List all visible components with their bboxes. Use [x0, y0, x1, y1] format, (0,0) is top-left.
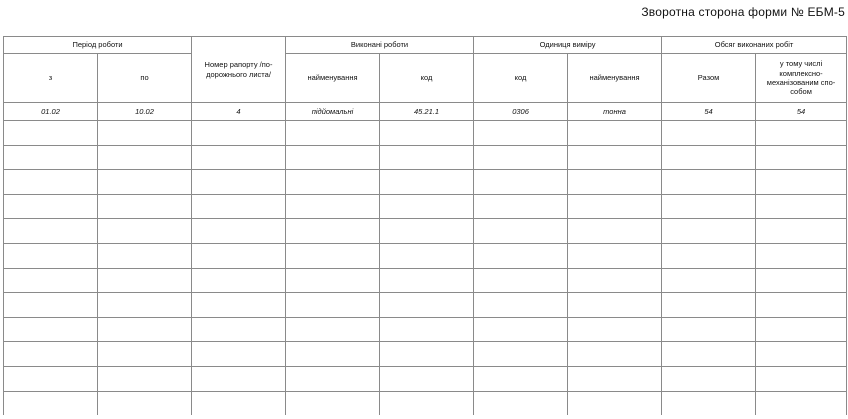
empty-cell[interactable]: [192, 268, 286, 293]
empty-cell[interactable]: [192, 243, 286, 268]
empty-cell[interactable]: [4, 293, 98, 318]
empty-cell[interactable]: [98, 342, 192, 367]
empty-cell[interactable]: [380, 268, 474, 293]
empty-cell[interactable]: [4, 366, 98, 391]
empty-cell[interactable]: [286, 391, 380, 415]
empty-cell[interactable]: [192, 293, 286, 318]
empty-cell[interactable]: [98, 317, 192, 342]
empty-cell[interactable]: [98, 268, 192, 293]
empty-cell[interactable]: [474, 391, 568, 415]
empty-cell[interactable]: [756, 121, 847, 146]
empty-cell[interactable]: [756, 243, 847, 268]
empty-cell[interactable]: [568, 170, 662, 195]
empty-cell[interactable]: [474, 145, 568, 170]
empty-cell[interactable]: [4, 317, 98, 342]
empty-cell[interactable]: [4, 219, 98, 244]
header-unit-name: найменування: [568, 54, 662, 103]
empty-cell[interactable]: [286, 293, 380, 318]
empty-cell[interactable]: [568, 342, 662, 367]
empty-cell[interactable]: [192, 366, 286, 391]
empty-cell[interactable]: [4, 268, 98, 293]
header-period-from: з: [4, 54, 98, 103]
empty-cell[interactable]: [568, 194, 662, 219]
empty-cell[interactable]: [380, 219, 474, 244]
cell-work-name[interactable]: підйомальні: [286, 103, 380, 121]
cell-report-number[interactable]: 4: [192, 103, 286, 121]
header-volume: Обсяг виконаних робіт: [662, 37, 847, 54]
empty-cell[interactable]: [98, 243, 192, 268]
empty-row: [4, 219, 847, 244]
empty-cell[interactable]: [474, 170, 568, 195]
empty-cell[interactable]: [286, 194, 380, 219]
empty-cell[interactable]: [286, 145, 380, 170]
header-report-number: Номер рапорту /по-дорожнього листа/: [192, 37, 286, 103]
header-unit: Одиниця виміру: [474, 37, 662, 54]
header-work-code: код: [380, 54, 474, 103]
empty-cell[interactable]: [380, 293, 474, 318]
empty-cell[interactable]: [4, 194, 98, 219]
empty-row: [4, 342, 847, 367]
work-volume-table: [3, 36, 847, 415]
empty-cell[interactable]: [98, 145, 192, 170]
header-volume-mechanized: у тому числі комплексно-механізованим спо-собом: [756, 54, 847, 103]
empty-cell[interactable]: [662, 170, 756, 195]
empty-cell[interactable]: [568, 268, 662, 293]
empty-cell[interactable]: [380, 121, 474, 146]
empty-cell[interactable]: [756, 145, 847, 170]
empty-cell[interactable]: [568, 317, 662, 342]
empty-cell[interactable]: [568, 145, 662, 170]
empty-cell[interactable]: [286, 170, 380, 195]
empty-cell[interactable]: [192, 194, 286, 219]
cell-from[interactable]: 01.02: [4, 103, 98, 121]
empty-cell[interactable]: [474, 293, 568, 318]
header-period-to: по: [98, 54, 192, 103]
cell-total[interactable]: 54: [662, 103, 756, 121]
empty-cell[interactable]: [756, 170, 847, 195]
empty-row: [4, 391, 847, 415]
empty-cell[interactable]: [192, 121, 286, 146]
empty-row: [4, 243, 847, 268]
empty-cell[interactable]: [662, 317, 756, 342]
cell-mechanized[interactable]: 54: [756, 103, 847, 121]
empty-cell[interactable]: [568, 219, 662, 244]
empty-cell[interactable]: [286, 342, 380, 367]
empty-cell[interactable]: [4, 243, 98, 268]
header-period: Період роботи: [4, 37, 192, 54]
empty-cell[interactable]: [98, 170, 192, 195]
empty-cell[interactable]: [756, 293, 847, 318]
empty-row: [4, 170, 847, 195]
empty-row: [4, 145, 847, 170]
empty-cell[interactable]: [98, 194, 192, 219]
empty-cell[interactable]: [98, 219, 192, 244]
empty-row: [4, 268, 847, 293]
empty-cell[interactable]: [380, 170, 474, 195]
empty-cell[interactable]: [98, 293, 192, 318]
header-row-top: [4, 37, 847, 54]
empty-row: [4, 366, 847, 391]
cell-work-code[interactable]: 45.21.1: [380, 103, 474, 121]
empty-cell[interactable]: [474, 342, 568, 367]
empty-cell[interactable]: [4, 342, 98, 367]
empty-cell[interactable]: [662, 342, 756, 367]
empty-cell[interactable]: [192, 170, 286, 195]
empty-cell[interactable]: [380, 391, 474, 415]
empty-cell[interactable]: [192, 145, 286, 170]
empty-row: [4, 194, 847, 219]
empty-cell[interactable]: [474, 366, 568, 391]
empty-cell[interactable]: [474, 317, 568, 342]
empty-cell[interactable]: [474, 243, 568, 268]
form-title: Зворотна сторона форми № ЕБМ-5: [641, 5, 845, 19]
empty-cell[interactable]: [756, 219, 847, 244]
empty-cell[interactable]: [568, 391, 662, 415]
empty-row: [4, 293, 847, 318]
empty-cell[interactable]: [4, 145, 98, 170]
empty-cell[interactable]: [756, 268, 847, 293]
empty-cell[interactable]: [98, 391, 192, 415]
empty-cell[interactable]: [4, 121, 98, 146]
empty-cell[interactable]: [756, 391, 847, 415]
empty-cell[interactable]: [662, 145, 756, 170]
empty-cell[interactable]: [192, 342, 286, 367]
empty-row: [4, 121, 847, 146]
empty-cell[interactable]: [286, 219, 380, 244]
empty-cell[interactable]: [192, 317, 286, 342]
header-volume-total: Разом: [662, 54, 756, 103]
empty-cell[interactable]: [380, 194, 474, 219]
empty-cell[interactable]: [756, 342, 847, 367]
empty-cell[interactable]: [662, 391, 756, 415]
empty-cell[interactable]: [380, 317, 474, 342]
header-unit-code: код: [474, 54, 568, 103]
empty-cell[interactable]: [474, 121, 568, 146]
empty-cell[interactable]: [568, 293, 662, 318]
empty-cell[interactable]: [192, 391, 286, 415]
table-row: [4, 103, 847, 121]
empty-cell[interactable]: [4, 391, 98, 415]
empty-cell[interactable]: [756, 366, 847, 391]
empty-cell[interactable]: [286, 243, 380, 268]
empty-cell[interactable]: [380, 145, 474, 170]
empty-cell[interactable]: [662, 366, 756, 391]
header-works-done: Виконані роботи: [286, 37, 474, 54]
empty-cell[interactable]: [192, 219, 286, 244]
empty-cell[interactable]: [662, 268, 756, 293]
empty-cell[interactable]: [98, 121, 192, 146]
empty-cell[interactable]: [662, 293, 756, 318]
empty-cell[interactable]: [474, 219, 568, 244]
empty-cell[interactable]: [380, 243, 474, 268]
empty-cell[interactable]: [286, 317, 380, 342]
empty-cell[interactable]: [568, 366, 662, 391]
cell-unit-name[interactable]: тонна: [568, 103, 662, 121]
empty-cell[interactable]: [380, 342, 474, 367]
empty-cell[interactable]: [474, 194, 568, 219]
empty-cell[interactable]: [286, 268, 380, 293]
cell-unit-code[interactable]: 0306: [474, 103, 568, 121]
empty-cell[interactable]: [662, 243, 756, 268]
empty-cell[interactable]: [4, 170, 98, 195]
header-row-sub: [4, 54, 847, 103]
cell-to[interactable]: 10.02: [98, 103, 192, 121]
empty-cell[interactable]: [662, 194, 756, 219]
empty-cell[interactable]: [568, 121, 662, 146]
empty-cell[interactable]: [286, 121, 380, 146]
empty-row: [4, 317, 847, 342]
empty-cell[interactable]: [98, 366, 192, 391]
empty-cell[interactable]: [568, 243, 662, 268]
empty-cell[interactable]: [286, 366, 380, 391]
empty-cell[interactable]: [662, 121, 756, 146]
empty-cell[interactable]: [756, 194, 847, 219]
empty-cell[interactable]: [662, 219, 756, 244]
empty-cell[interactable]: [474, 268, 568, 293]
header-work-name: найменування: [286, 54, 380, 103]
empty-cell[interactable]: [380, 366, 474, 391]
empty-cell[interactable]: [756, 317, 847, 342]
